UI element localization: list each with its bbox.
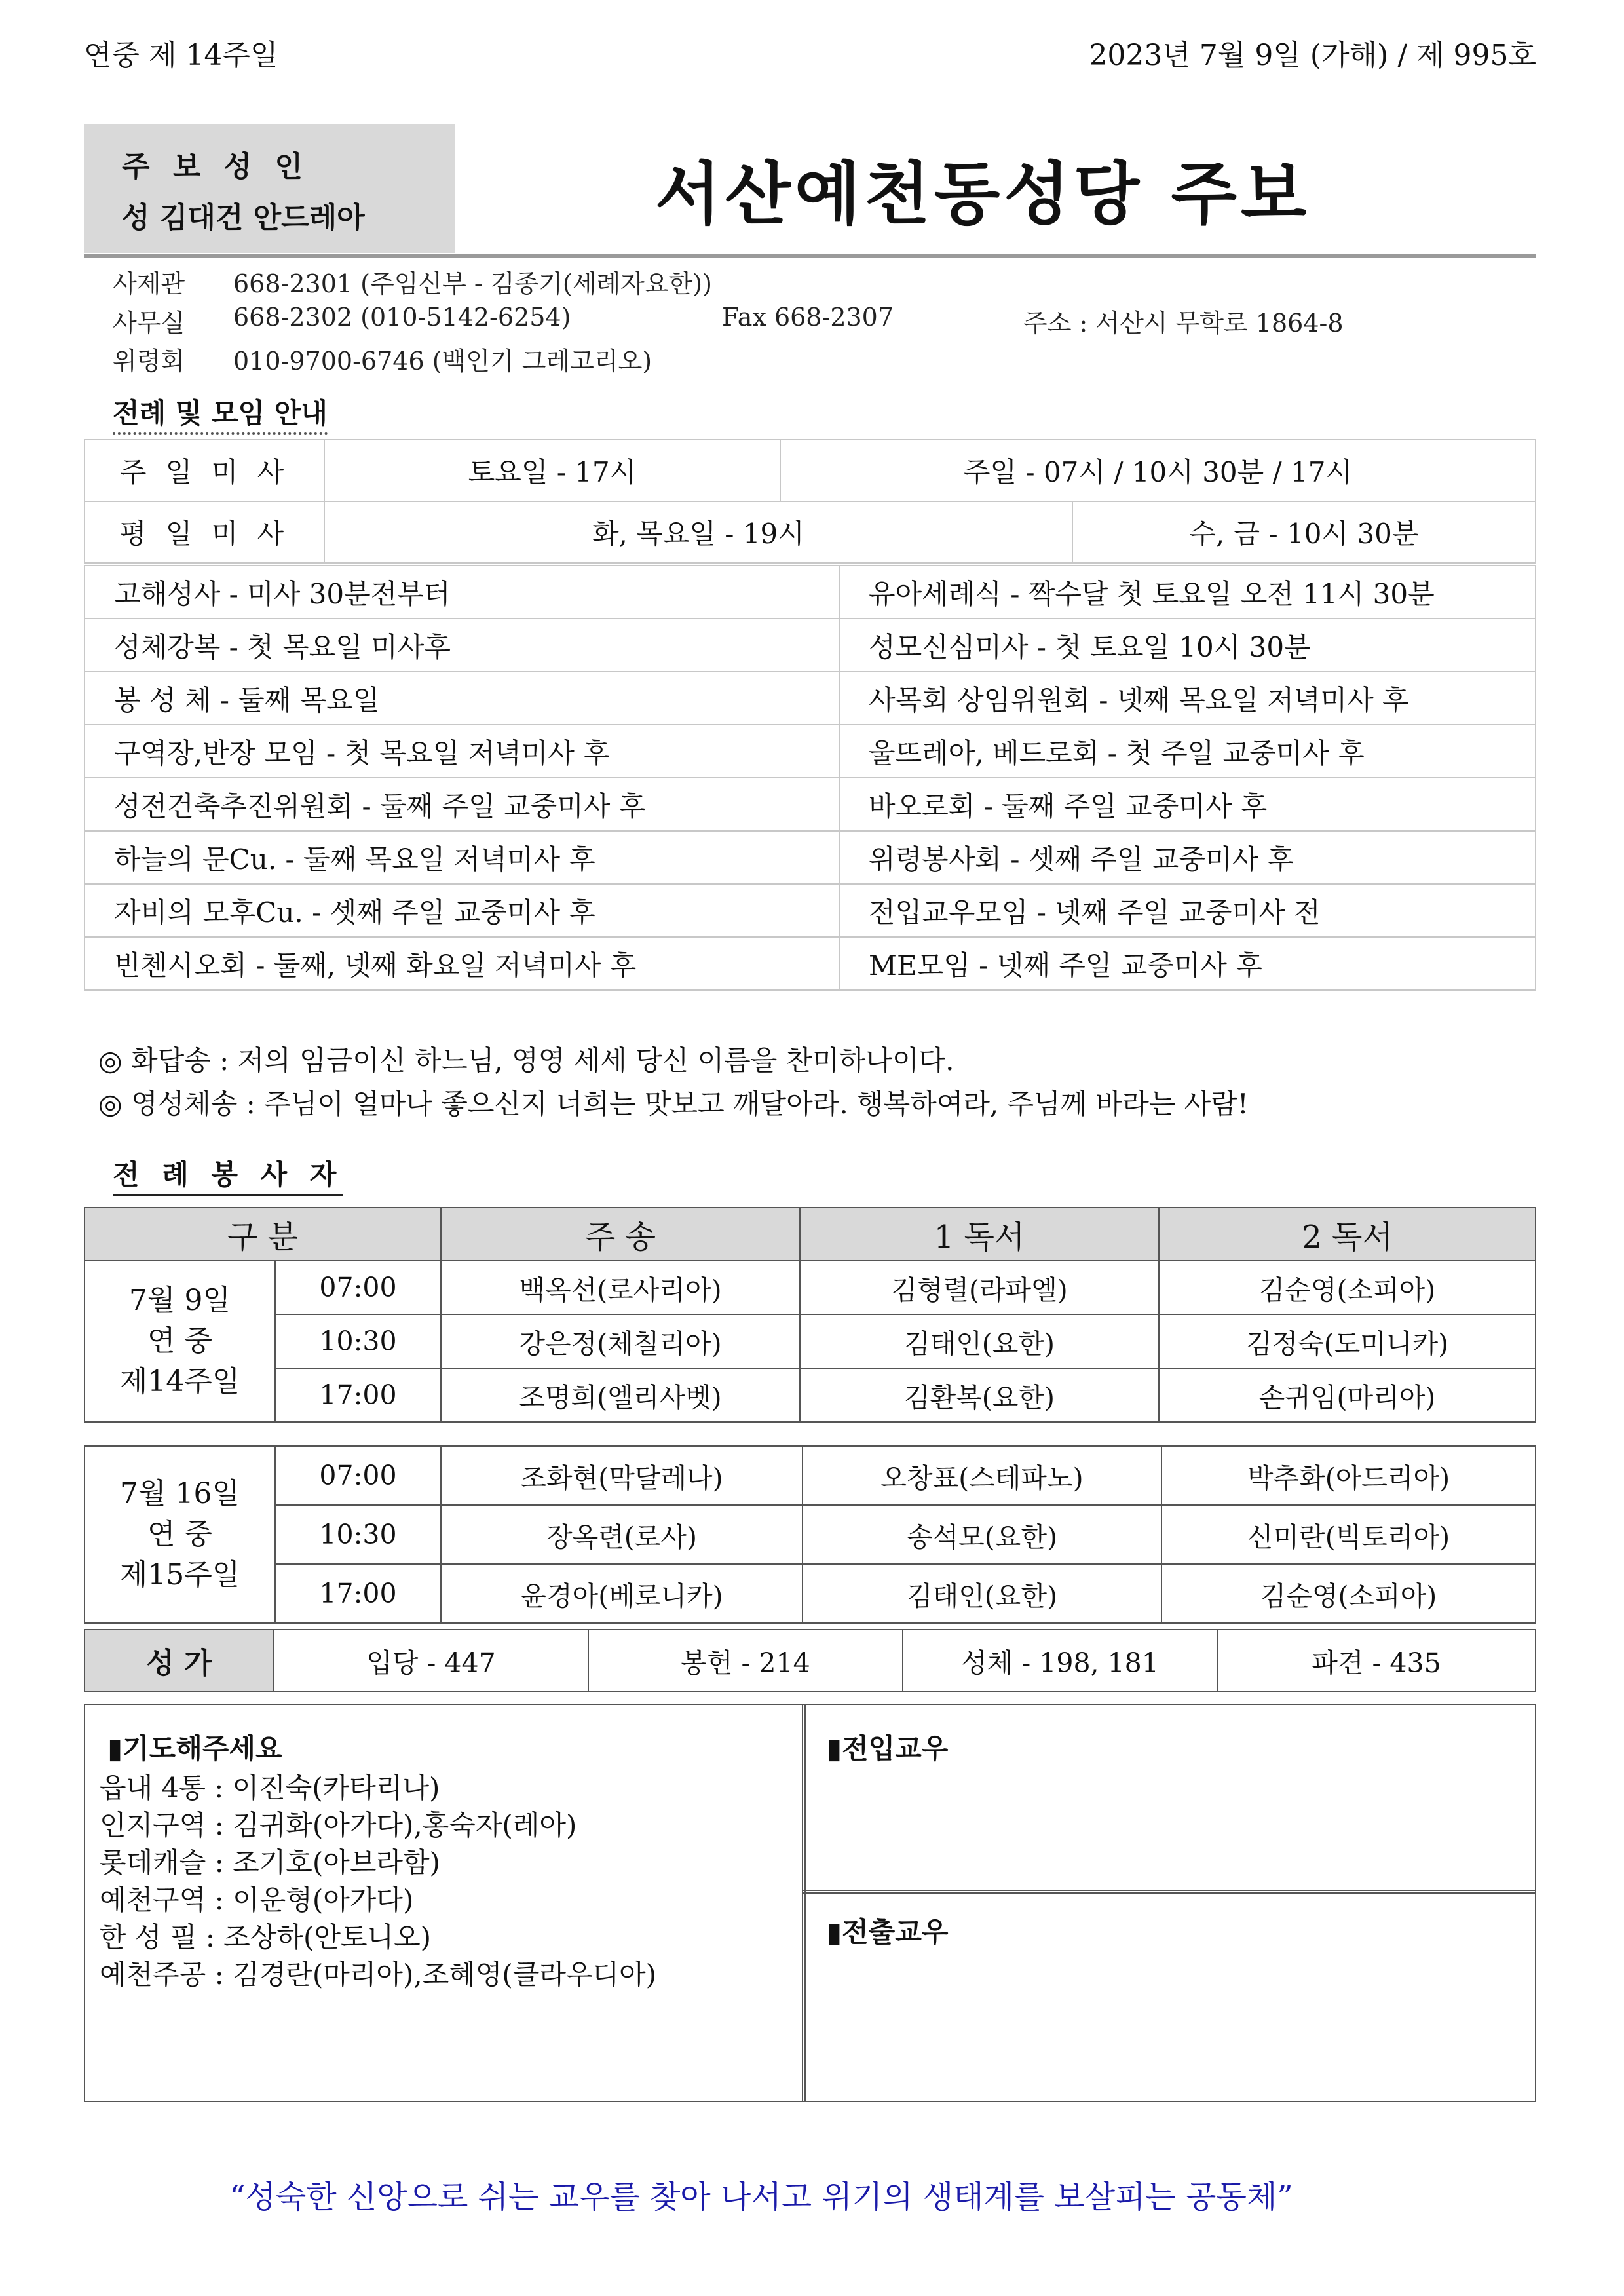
- office-label: 사무실: [113, 309, 185, 337]
- prayer-item: 한 성 필 : 조상하(안토니오): [100, 1921, 432, 1953]
- prayer-item: 예천구역 : 이운형(아가다): [100, 1884, 414, 1916]
- hymn-entrance: 입당 - 447: [274, 1630, 588, 1691]
- moved-in-title: ▮전입교우: [827, 1732, 949, 1765]
- second-reader: 신미란(빅토리아): [1161, 1505, 1536, 1564]
- week2-sunday: 제15주일: [119, 1558, 240, 1592]
- servers-table-week1: [84, 1207, 1536, 1261]
- moved-in-box: [802, 1704, 1536, 1894]
- office-phone: 668-2302 (010-5142-6254): [233, 303, 571, 332]
- servers-week2-body: [84, 1445, 1536, 1624]
- issue-date: 2023년 7월 9일 (가해) / 제 995호: [1089, 39, 1536, 72]
- col-header-division: 구 분: [85, 1208, 441, 1261]
- moved-out-box: [802, 1890, 1536, 2102]
- second-reader: 김정숙(도미니카): [1159, 1314, 1536, 1368]
- week1-sunday: 제14주일: [119, 1365, 240, 1398]
- patron-saint-box: [84, 124, 455, 253]
- week2-date-cell: [85, 1446, 275, 1623]
- patron-label: 주 보 성 인: [122, 150, 309, 183]
- liturgical-week: 연중 제 14주일: [84, 39, 278, 72]
- prayer-item: 인지구역 : 김귀화(아가다),홍숙자(레아): [100, 1809, 577, 1841]
- mass-time: 07:00: [275, 1261, 441, 1314]
- col-header-second-reading: 2 독서: [1159, 1208, 1536, 1261]
- first-reader: 송석모(요한): [803, 1505, 1161, 1564]
- hymn-recessional: 파견 - 435: [1217, 1630, 1536, 1691]
- col-header-cantor: 주 송: [441, 1208, 800, 1261]
- week2-season: 연 중: [147, 1518, 212, 1551]
- cantor: 조화현(막달레나): [441, 1446, 803, 1505]
- sunday-saturday-mass: 토요일 - 17시: [324, 440, 780, 501]
- meeting-item: 울뜨레아, 베드로회 - 첫 주일 교중미사 후: [839, 725, 1536, 778]
- meeting-item: 고해성사 - 미사 30분전부터: [85, 565, 839, 619]
- rectory-label: 사제관: [113, 269, 185, 298]
- prayer-item: 예천주공 : 김경란(마리아),조혜영(클라우디아): [100, 1959, 657, 1991]
- meeting-item: 하늘의 문Cu. - 둘째 목요일 저녁미사 후: [85, 831, 839, 884]
- prayer-request-title: ▮기도해주세요: [107, 1732, 282, 1765]
- cantor: 강은정(체칠리아): [441, 1314, 800, 1368]
- second-reader: 박추화(아드리아): [1161, 1446, 1536, 1505]
- meeting-item: 바오로회 - 둘째 주일 교중미사 후: [839, 778, 1536, 831]
- meeting-item: 사목회 상임위원회 - 넷째 목요일 저녁미사 후: [839, 672, 1536, 725]
- week1-season: 연 중: [147, 1324, 212, 1358]
- cantor: 백옥선(로사리아): [441, 1261, 800, 1314]
- hymn-offertory: 봉헌 - 214: [588, 1630, 903, 1691]
- servers-week1-body: [84, 1260, 1536, 1423]
- address: 주소 : 서산시 무학로 1864-8: [1023, 309, 1344, 337]
- cantor: 장옥련(로사): [441, 1505, 803, 1564]
- first-reader: 김형렬(라파엘): [800, 1261, 1159, 1314]
- prayer-item: 롯데캐슬 : 조기호(아브라함): [100, 1846, 440, 1879]
- title-divider: [84, 254, 1536, 258]
- first-reader: 김환복(요한): [800, 1368, 1159, 1422]
- sunday-mass-label: 주 일 미 사: [85, 440, 324, 501]
- mass-time: 17:00: [275, 1368, 441, 1422]
- meeting-item: 성전건축추진위원회 - 둘째 주일 교중미사 후: [85, 778, 839, 831]
- meeting-item: 성체강복 - 첫 목요일 미사후: [85, 619, 839, 672]
- meeting-item: 유아세례식 - 짝수달 첫 토요일 오전 11시 30분: [839, 565, 1536, 619]
- week1-date-cell: [85, 1261, 275, 1422]
- communion-antiphon: ◎ 영성체송 : 주님이 얼마나 좋으신지 너희는 맛보고 깨달아라. 행복하여라, 주님께 바라는 사람!: [98, 1088, 1249, 1120]
- comfort-committee-phone: 010-9700-6746 (백인기 그레고리오): [233, 347, 652, 375]
- mass-times-table: [84, 439, 1536, 564]
- meeting-item: 성모신심미사 - 첫 토요일 10시 30분: [839, 619, 1536, 672]
- meeting-item: 빈첸시오회 - 둘째, 넷째 화요일 저녁미사 후: [85, 937, 839, 990]
- week2-date: 7월 16일: [120, 1477, 240, 1510]
- responsorial-psalm: ◎ 화답송 : 저의 임금이신 하느님, 영영 세세 당신 이름을 찬미하나이다.: [98, 1044, 954, 1077]
- mass-time: 10:30: [275, 1314, 441, 1368]
- schedule-section-title: 전례 및 모임 안내: [113, 392, 328, 435]
- first-reader: 오창표(스테파노): [803, 1446, 1161, 1505]
- weekday-wed-fri-mass: 수, 금 - 10시 30분: [1072, 501, 1536, 563]
- meeting-item: 자비의 모후Cu. - 셋째 주일 교중미사 후: [85, 884, 839, 937]
- mass-time: 17:00: [275, 1564, 441, 1623]
- first-reader: 김태인(요한): [800, 1314, 1159, 1368]
- prayer-request-box: [84, 1704, 806, 2102]
- week1-date: 7월 9일: [129, 1284, 231, 1317]
- second-reader: 손귀임(마리아): [1159, 1368, 1536, 1422]
- hymns-table: [84, 1629, 1536, 1692]
- cantor: 윤경아(베로니카): [441, 1564, 803, 1623]
- rectory-phone: 668-2301 (주임신부 - 김종기(세례자요한)): [233, 269, 712, 298]
- meeting-item: ME모임 - 넷째 주일 교중미사 후: [839, 937, 1536, 990]
- prayer-list: [100, 1769, 656, 1993]
- fax-number: Fax 668-2307: [722, 303, 894, 332]
- hymns-label: 성 가: [85, 1630, 274, 1691]
- prayer-item: 읍내 4통 : 이진숙(카타리나): [100, 1772, 440, 1804]
- patron-name: 성 김대건 안드레아: [122, 201, 365, 235]
- meeting-item: 전입교우모임 - 넷째 주일 교중미사 전: [839, 884, 1536, 937]
- first-reader: 김태인(요한): [803, 1564, 1161, 1623]
- comfort-committee-label: 위령회: [113, 347, 185, 375]
- meeting-item: 봉 성 체 - 둘째 목요일: [85, 672, 839, 725]
- parish-motto: “성숙한 신앙으로 쉬는 교우를 찾아 나서고 위기의 생태계를 보살피는 공동체”: [229, 2179, 1293, 2215]
- meeting-item: 위령봉사회 - 셋째 주일 교중미사 후: [839, 831, 1536, 884]
- col-header-first-reading: 1 독서: [800, 1208, 1159, 1261]
- mass-time: 10:30: [275, 1505, 441, 1564]
- second-reader: 김순영(소피아): [1159, 1261, 1536, 1314]
- servers-section-title: 전 례 봉 사 자: [113, 1153, 343, 1196]
- meetings-table: [84, 565, 1536, 991]
- cantor: 조명희(엘리사벳): [441, 1368, 800, 1422]
- second-reader: 김순영(소피아): [1161, 1564, 1536, 1623]
- mass-time: 07:00: [275, 1446, 441, 1505]
- moved-out-title: ▮전출교우: [827, 1916, 949, 1948]
- hymn-communion: 성체 - 198, 181: [903, 1630, 1217, 1691]
- bulletin-title: 서산예천동성당 주보: [655, 154, 1311, 234]
- weekday-mass-label: 평 일 미 사: [85, 501, 324, 563]
- meeting-item: 구역장,반장 모임 - 첫 목요일 저녁미사 후: [85, 725, 839, 778]
- weekday-tue-thu-mass: 화, 목요일 - 19시: [324, 501, 1072, 563]
- sunday-mass-times: 주일 - 07시 / 10시 30분 / 17시: [780, 440, 1536, 501]
